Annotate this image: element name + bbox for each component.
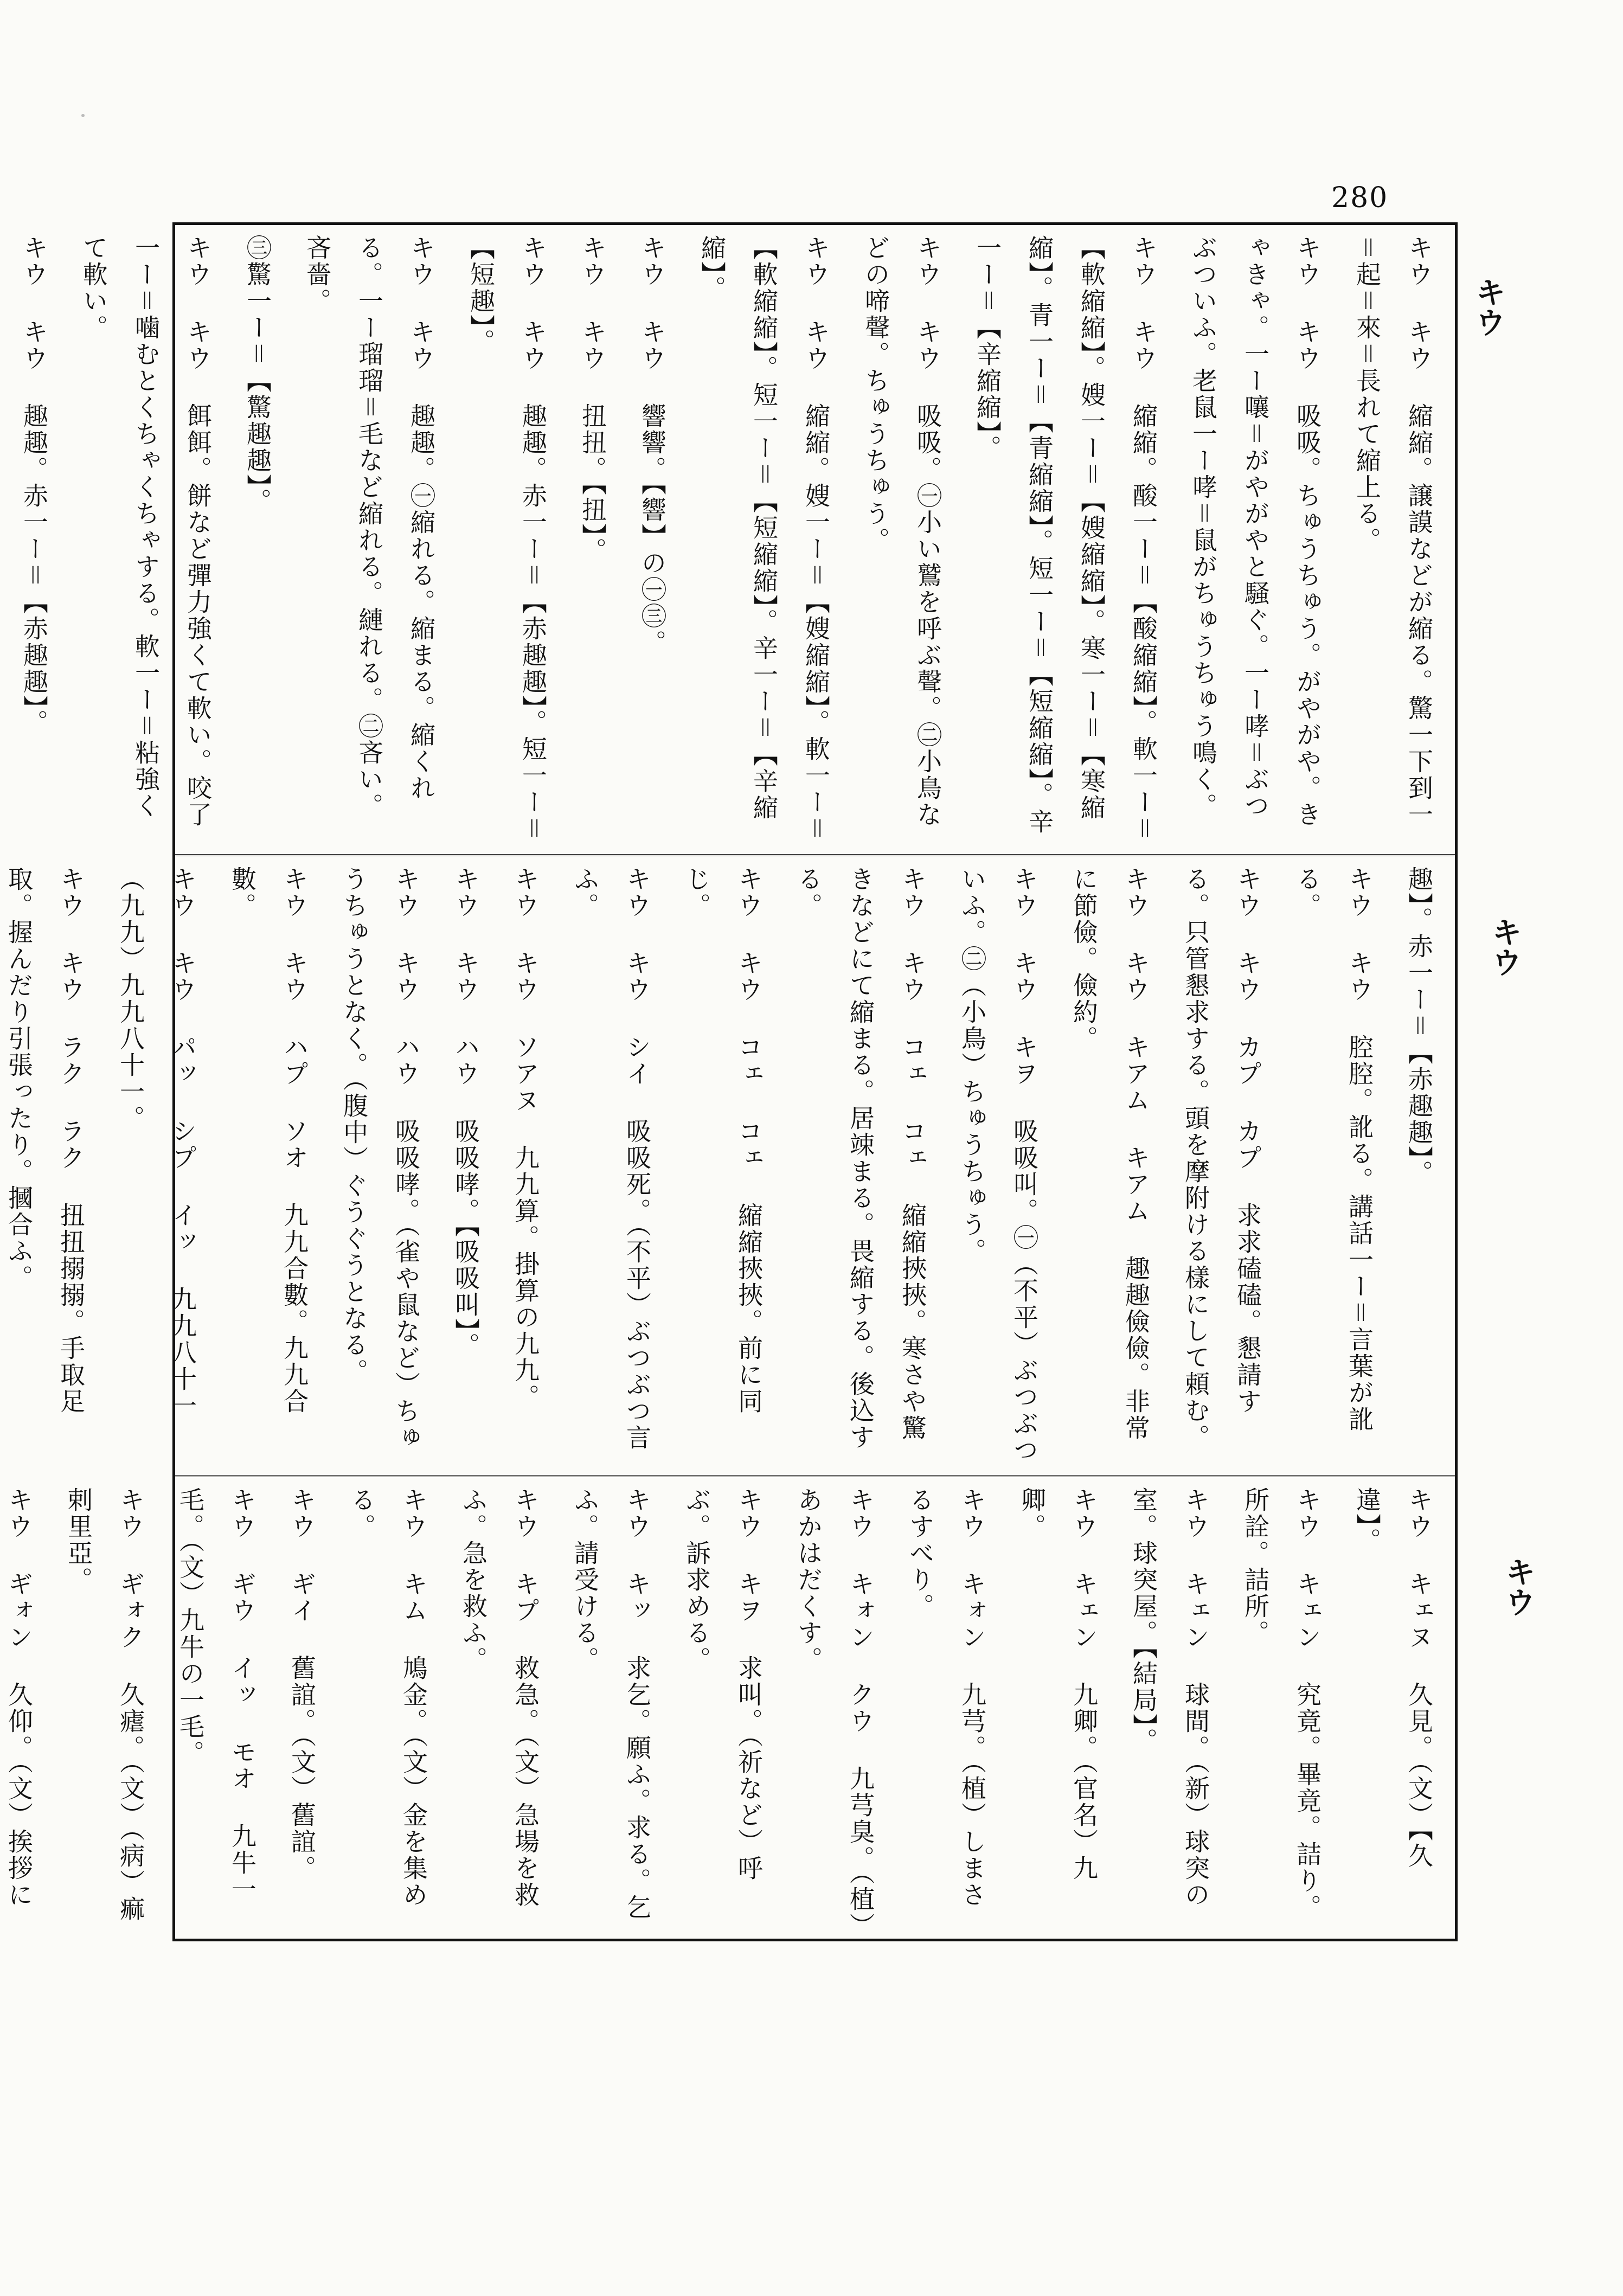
dictionary-entry: キウ キム 鳩金。（文）金を集める。 (347, 1487, 428, 1908)
dictionary-entry: キウ キウ ハプ ソオ 九九合數。九九合數。 (228, 866, 309, 1415)
dictionary-entry: 趣】。赤一ー＝【赤趣趣】。 (1404, 866, 1434, 1187)
bottom-entries (4, 1487, 1445, 1929)
dictionary-entry: キウ キウ ハウ 吸吸哮。【吸吸叫】。 (451, 866, 480, 1359)
dictionary-entry (0, 235, 1, 844)
dictionary-entry: ㊂驚一ー＝【驚趣趣】。 (243, 235, 272, 515)
dictionary-entry: キウ キウ パッ シプ イッ 九九八十一（九九）九九八十一。 (116, 866, 197, 1419)
bottom-section (4, 1475, 1455, 1939)
dictionary-entry: キウ キウ 縮縮。嫂一ー＝【嫂縮縮】。軟一ー＝【軟縮縮】。短一ー＝【短縮縮】。辛一ー＝【辛縮縮】。 (697, 235, 831, 842)
dictionary-entry: キウ キウ ラク ラク 扭扭搦搦。手取足取。握んだり引張ったり。摑合ふ。 (4, 866, 86, 1415)
dictionary-entry: キウ キウ ソアヌ 九九算。掛算の九九。 (511, 866, 540, 1410)
dictionary-entry: キウ キウ 腔腔。訛る。講話一ー＝言葉が訛る。 (1293, 866, 1374, 1433)
dictionary-entry: キウ キウ 縮縮。譲謨などが縮る。驚一下到一＝起＝來＝長れて縮上る。 (1352, 235, 1434, 828)
dictionary-entry: キウ キウ キアム キアム 趣趣儉儉。非常に節儉。儉約。 (1069, 866, 1151, 1441)
dictionary-entry: キウ キウ コェ コェ 縮縮挾挾。寒さや驚きなどにて縮まる。居竦まる。畏縮する。後込する。 (794, 866, 927, 1451)
dictionary-entry: キウ キウ コェ コェ 縮縮挾挾。前に同じ。 (682, 866, 764, 1415)
dictionary-entry: キウ キウ 響響。【響】の㊀㊂。 (638, 235, 667, 656)
dictionary-entry: キウ キェヌ 久見。（文）【久違】。 (1352, 1487, 1434, 1869)
dictionary-frame (4, 222, 1458, 1941)
dictionary-entry: キウ キウ 趣趣。㊀縮れる。縮まる。縮くれる。一ー瑠瑠＝毛など縮れる。縺れる。㊁吝い。吝嗇。 (303, 235, 436, 819)
dictionary-entry: キウ キウ 吸吸。㊀小い鷲を呼ぶ聲。㊁小鳥などの啼聲。ちゅうちゅう。 (861, 235, 942, 828)
dictionary-entry: キウ キウ 趣趣。赤一ー＝【赤趣趣】。短一ー＝【短趣】。 (466, 235, 548, 842)
dictionary-entry: キウ キェン 究竟。畢竟。詰り。所詮。詰所。 (1241, 1487, 1322, 1921)
dictionary-entry: キウ キウ ハウ 吸吸哮。（雀や鼠など）ちゅうちゅうとなく。（腹中）ぐうぐうとなる。 (339, 866, 421, 1451)
middle-entries (4, 866, 1445, 1465)
top-entries (20, 235, 1445, 844)
dictionary-entry: キウ キヲ 求叫。（祈など）呼ぶ。訴求める。 (682, 1487, 764, 1882)
page-speck (81, 114, 85, 117)
middle-section (4, 854, 1455, 1475)
dictionary-entry: キウ ギォク 久瘧。（文）（病）痲剌里亞。 (64, 1487, 145, 1922)
page-number: 280 (1331, 182, 1389, 214)
dictionary-entry: キウ キウ シイ 吸吸死。（不平）ぶつぶつ言ふ。 (570, 866, 652, 1451)
dictionary-entry: キウ キェン 球間。（新）球突の室。球突屋。【結局】。 (1129, 1487, 1210, 1908)
dictionary-entry: キウ キウ カプ カプ 求求磕磕。懇請する。只管懇求する。頭を摩附ける樣にして頼む。 (1181, 866, 1262, 1451)
section-header-top: キウ (1471, 277, 1506, 337)
dictionary-entry: キウ キウ 吸吸。ちゅうちゅう。がやがや。きゃきゃ。一ー嚷＝がやがやと騒ぐ。一ー哮＝ぶつぶついふ。老鼠一ー哮＝鼠がちゅうちゅう鳴く。 (1189, 235, 1322, 828)
dictionary-entry: キウ キウ 縮縮。酸一ー＝【酸縮縮】。軟一ー＝【軟縮縮】。嫂一ー＝【嫂縮縮】。寒一ー＝【寒縮縮】。青一ー＝【青縮縮】。短一ー＝【短縮縮】。辛一ー＝【辛縮縮】。 (973, 235, 1158, 842)
dictionary-entry: キウ キウ 趣趣。赤一ー＝【赤趣趣】。 (20, 235, 49, 736)
dictionary-entry: キウ ギイ 舊誼。（文）舊誼。 (287, 1487, 317, 1882)
dictionary-entry: キウ キウ 餌餌。餅など彈力強くて軟い。咬了一ー＝噛むとくちゃくちゃする。軟一ー＝粘強くて軟い。 (79, 235, 213, 828)
dictionary-entry: キウ キォン 九芎。（植）しまさるすべり。 (906, 1487, 987, 1908)
dictionary-entry: キウ キェン 九卿。（官名）九卿。 (1017, 1487, 1099, 1882)
dictionary-entry: キウ ギウ イッ モオ 九牛一毛。（文）九牛の一毛。 (176, 1487, 257, 1903)
top-section (20, 225, 1455, 854)
section-header-middle: キウ (1487, 916, 1523, 977)
section-header-bottom: キウ (1500, 1556, 1536, 1617)
dictionary-entry: キウ キォン クウ 九芎臭。（植）あかはだくす。 (794, 1487, 875, 1927)
dictionary-entry: キウ キプ 救急。（文）急場を救ふ。急を救ふ。 (459, 1487, 540, 1908)
dictionary-entry: キウ ギォン 久仰。（文）挨拶に (4, 1487, 34, 1908)
dictionary-entry: キウ キウ 扭扭。【扭】。 (578, 235, 607, 564)
dictionary-entry: キウ キッ 求乞。願ふ。求る。乞ふ。請受ける。 (570, 1487, 652, 1921)
dictionary-entry: キウ キウ キヲ 吸吸叫。㊀（不平）ぶつぶついふ。㊁（小鳥）ちゅうちゅう。 (958, 866, 1039, 1464)
